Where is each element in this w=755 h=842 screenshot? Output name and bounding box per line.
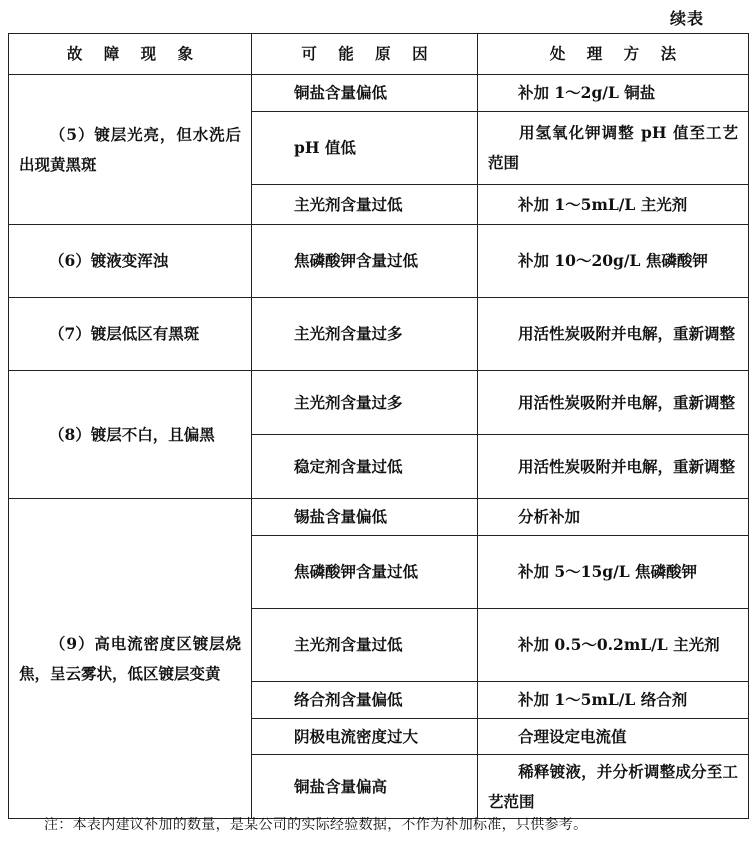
- cause-cell: 铜盐含量偏高: [252, 755, 478, 819]
- symptom-cell: [9, 225, 252, 298]
- header-fix: 处 理 方 法: [478, 34, 749, 75]
- fix-text: 补加 0.5～0.2mL/L 主光剂: [518, 635, 720, 654]
- symptom-cell: [9, 75, 252, 225]
- header-cause: 可 能 原 因: [252, 34, 478, 75]
- cause-cell: 焦磷酸钾含量过低: [252, 536, 478, 609]
- fix-cell: [478, 371, 749, 435]
- cause-cell: pH 值低: [252, 112, 478, 185]
- table-note: 注：本表内建议补加的数量，是某公司的实际经验数据，不作为补加标准，只供参考。: [44, 817, 588, 833]
- fix-text: 补加 1～2g/L 铜盐: [518, 83, 656, 102]
- fix-cell: [478, 499, 749, 536]
- continued-label: 续表: [670, 9, 705, 28]
- symptom-text: （8）镀层不白，且偏黑: [49, 424, 215, 444]
- table-row: [9, 75, 749, 112]
- fix-text: 补加 10～20g/L 焦磷酸钾: [518, 251, 708, 270]
- fix-text: 补加 5～15g/L 焦磷酸钾: [518, 562, 698, 581]
- cause-cell: 锡盐含量偏低: [252, 499, 478, 536]
- cause-cell: 主光剂含量过低: [252, 609, 478, 682]
- header-symptom: 故 障 现 象: [9, 34, 252, 75]
- fix-cell: [478, 112, 749, 185]
- symptom-text: （6）镀液变浑浊: [49, 251, 169, 270]
- fix-cell: [478, 609, 749, 682]
- symptom-cell: [9, 371, 252, 499]
- symptom-text: （5）镀层光亮，但水洗后出现黄黑斑: [19, 124, 241, 174]
- fix-text: 补加 1～5mL/L 主光剂: [518, 194, 688, 214]
- cause-cell: 络合剂含量偏低: [252, 682, 478, 719]
- cause-cell: 焦磷酸钾含量过低: [252, 225, 478, 298]
- fix-text: 用活性炭吸附并电解，重新调整: [518, 324, 736, 343]
- symptom-text: （7）镀层低区有黑斑: [49, 324, 200, 343]
- fix-cell: [478, 536, 749, 609]
- fix-cell: [478, 719, 749, 755]
- fix-cell: [478, 435, 749, 499]
- fix-cell: [478, 682, 749, 719]
- symptom-cell: [9, 499, 252, 819]
- fix-text: 分析补加: [518, 507, 581, 526]
- table-row: [9, 499, 749, 536]
- troubleshooting-table: [8, 33, 749, 819]
- fix-text: 用氢氧化钾调整 pH 值至工艺范围: [488, 123, 738, 172]
- fix-text: 合理设定电流值: [518, 726, 627, 746]
- cause-cell: 稳定剂含量过低: [252, 435, 478, 499]
- fix-text: 稀释镀液，并分析调整成分至工艺范围: [488, 761, 738, 811]
- fix-text: 用活性炭吸附并电解，重新调整: [518, 456, 736, 476]
- cause-cell: 主光剂含量过低: [252, 185, 478, 225]
- cause-cell: 主光剂含量过多: [252, 371, 478, 435]
- symptom-cell: [9, 298, 252, 371]
- fix-cell: [478, 75, 749, 112]
- fix-cell: [478, 225, 749, 298]
- cause-cell: 主光剂含量过多: [252, 298, 478, 371]
- cause-cell: 阴极电流密度过大: [252, 719, 478, 755]
- table-row: [9, 298, 749, 371]
- fix-text: 用活性炭吸附并电解，重新调整: [518, 392, 736, 412]
- table-row: [9, 371, 749, 435]
- fix-cell: [478, 298, 749, 371]
- fix-cell: [478, 755, 749, 819]
- table-body: [9, 75, 749, 819]
- fix-cell: [478, 185, 749, 225]
- table-header-row: [9, 34, 749, 75]
- cause-cell: 铜盐含量偏低: [252, 75, 478, 112]
- fix-text: 补加 1～5mL/L 络合剂: [518, 690, 688, 709]
- symptom-text: （9）高电流密度区镀层烧焦，呈云雾状，低区镀层变黄: [19, 633, 241, 683]
- table-row: [9, 225, 749, 298]
